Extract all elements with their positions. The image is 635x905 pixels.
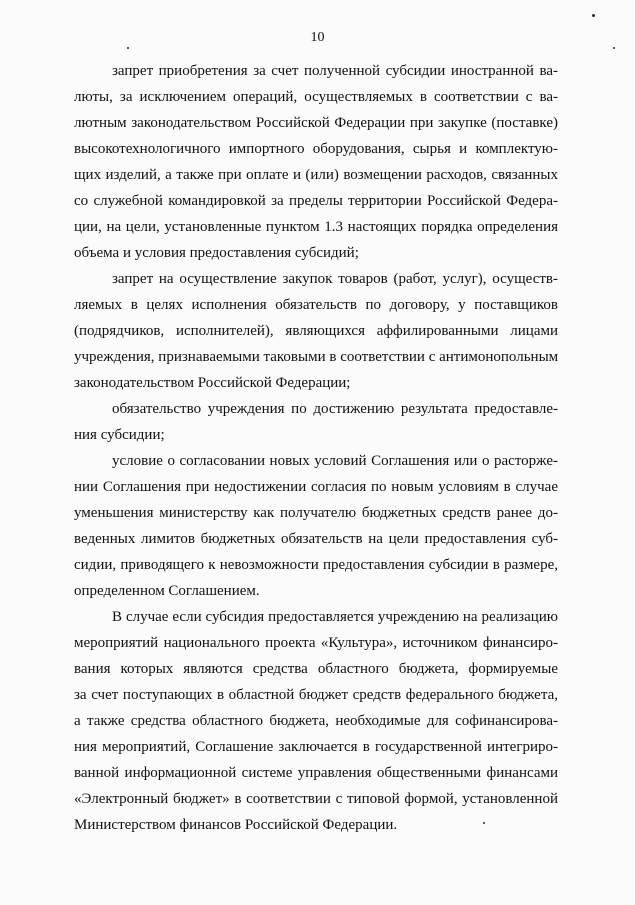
paragraph-line: сидии, приводящего к невозможности предоставления субсидии в размере,: [74, 557, 558, 573]
scan-speck: [127, 47, 129, 49]
paragraph-line: со служебной командировкой за пределы территории Российской Федера-: [74, 193, 558, 209]
paragraph-line: а также средства областного бюджета, необходимые для софинансирова-: [74, 713, 558, 729]
scan-speck: [592, 14, 595, 17]
paragraph-line: мероприятий национального проекта «Культура», источником финансиро-: [74, 635, 558, 651]
paragraph-line: высокотехнологичного импортного оборудования, сырья и комплектую-: [74, 141, 558, 157]
paragraph-line: нии Соглашения при недостижении согласия по новым условиям в случае: [74, 479, 558, 495]
scan-speck: [613, 47, 615, 49]
paragraph-line: люты, за исключением операций, осуществляемых в соответствии с ва-: [74, 89, 558, 105]
paragraph-line: объема и условия предоставления субсидий;: [74, 245, 359, 261]
paragraph-line: запрет приобретения за счет полученной субсидии иностранной ва-: [112, 63, 558, 79]
paragraph-line: вания которых являются средства областного бюджета, формируемые: [74, 661, 558, 677]
paragraph-line: Министерством финансов Российской Федерации.: [74, 817, 398, 833]
paragraph-line: ванной информационной системе управления общественными финансами: [74, 765, 558, 781]
paragraph-line: учреждения, признаваемыми таковыми в соответствии с антимонопольным: [74, 349, 559, 365]
paragraph-line: ляемых в целях исполнения обязательств по договору, у поставщиков: [74, 297, 558, 313]
paragraph-line: веденных лимитов бюджетных обязательств на цели предоставления суб-: [74, 531, 558, 547]
paragraph-line: ния мероприятий, Соглашение заключается в государственной интегриро-: [74, 739, 558, 755]
page-number: 10: [310, 30, 325, 45]
paragraph-line: ции, на цели, установленные пунктом 1.3 настоящих порядка определения: [74, 219, 558, 235]
paragraph-line: определенном Соглашением.: [74, 583, 260, 599]
paragraph-line: условие о согласовании новых условий Соглашения или о расторже-: [112, 453, 558, 469]
paragraph-line: «Электронный бюджет» в соответствии с типовой формой, установленной: [74, 791, 558, 807]
paragraph-line: уменьшения министерству как получателю бюджетных средств ранее до-: [74, 505, 558, 521]
paragraph-line: ния субсидии;: [74, 427, 165, 443]
paragraph-line: законодательством Российской Федерации;: [74, 375, 351, 391]
paragraph-line: (подрядчиков, исполнителей), являющихся аффилированными лицами: [74, 323, 558, 339]
scan-speck: [483, 822, 485, 824]
paragraph-line: обязательство учреждения по достижению результата предоставле-: [112, 401, 558, 417]
paragraph-line: щих изделий, а также при оплате и (или) возмещении расходов, связанных: [74, 167, 558, 183]
paragraph-line: за счет поступающих в областной бюджет средств федерального бюджета,: [74, 687, 558, 703]
paragraph-line: запрет на осуществление закупок товаров (работ, услуг), осуществ-: [112, 271, 558, 287]
paragraph-line: лютным законодательством Российской Федерации при закупке (поставке): [74, 115, 558, 131]
paragraph-line: В случае если субсидия предоставляется учреждению на реализацию: [112, 609, 558, 625]
